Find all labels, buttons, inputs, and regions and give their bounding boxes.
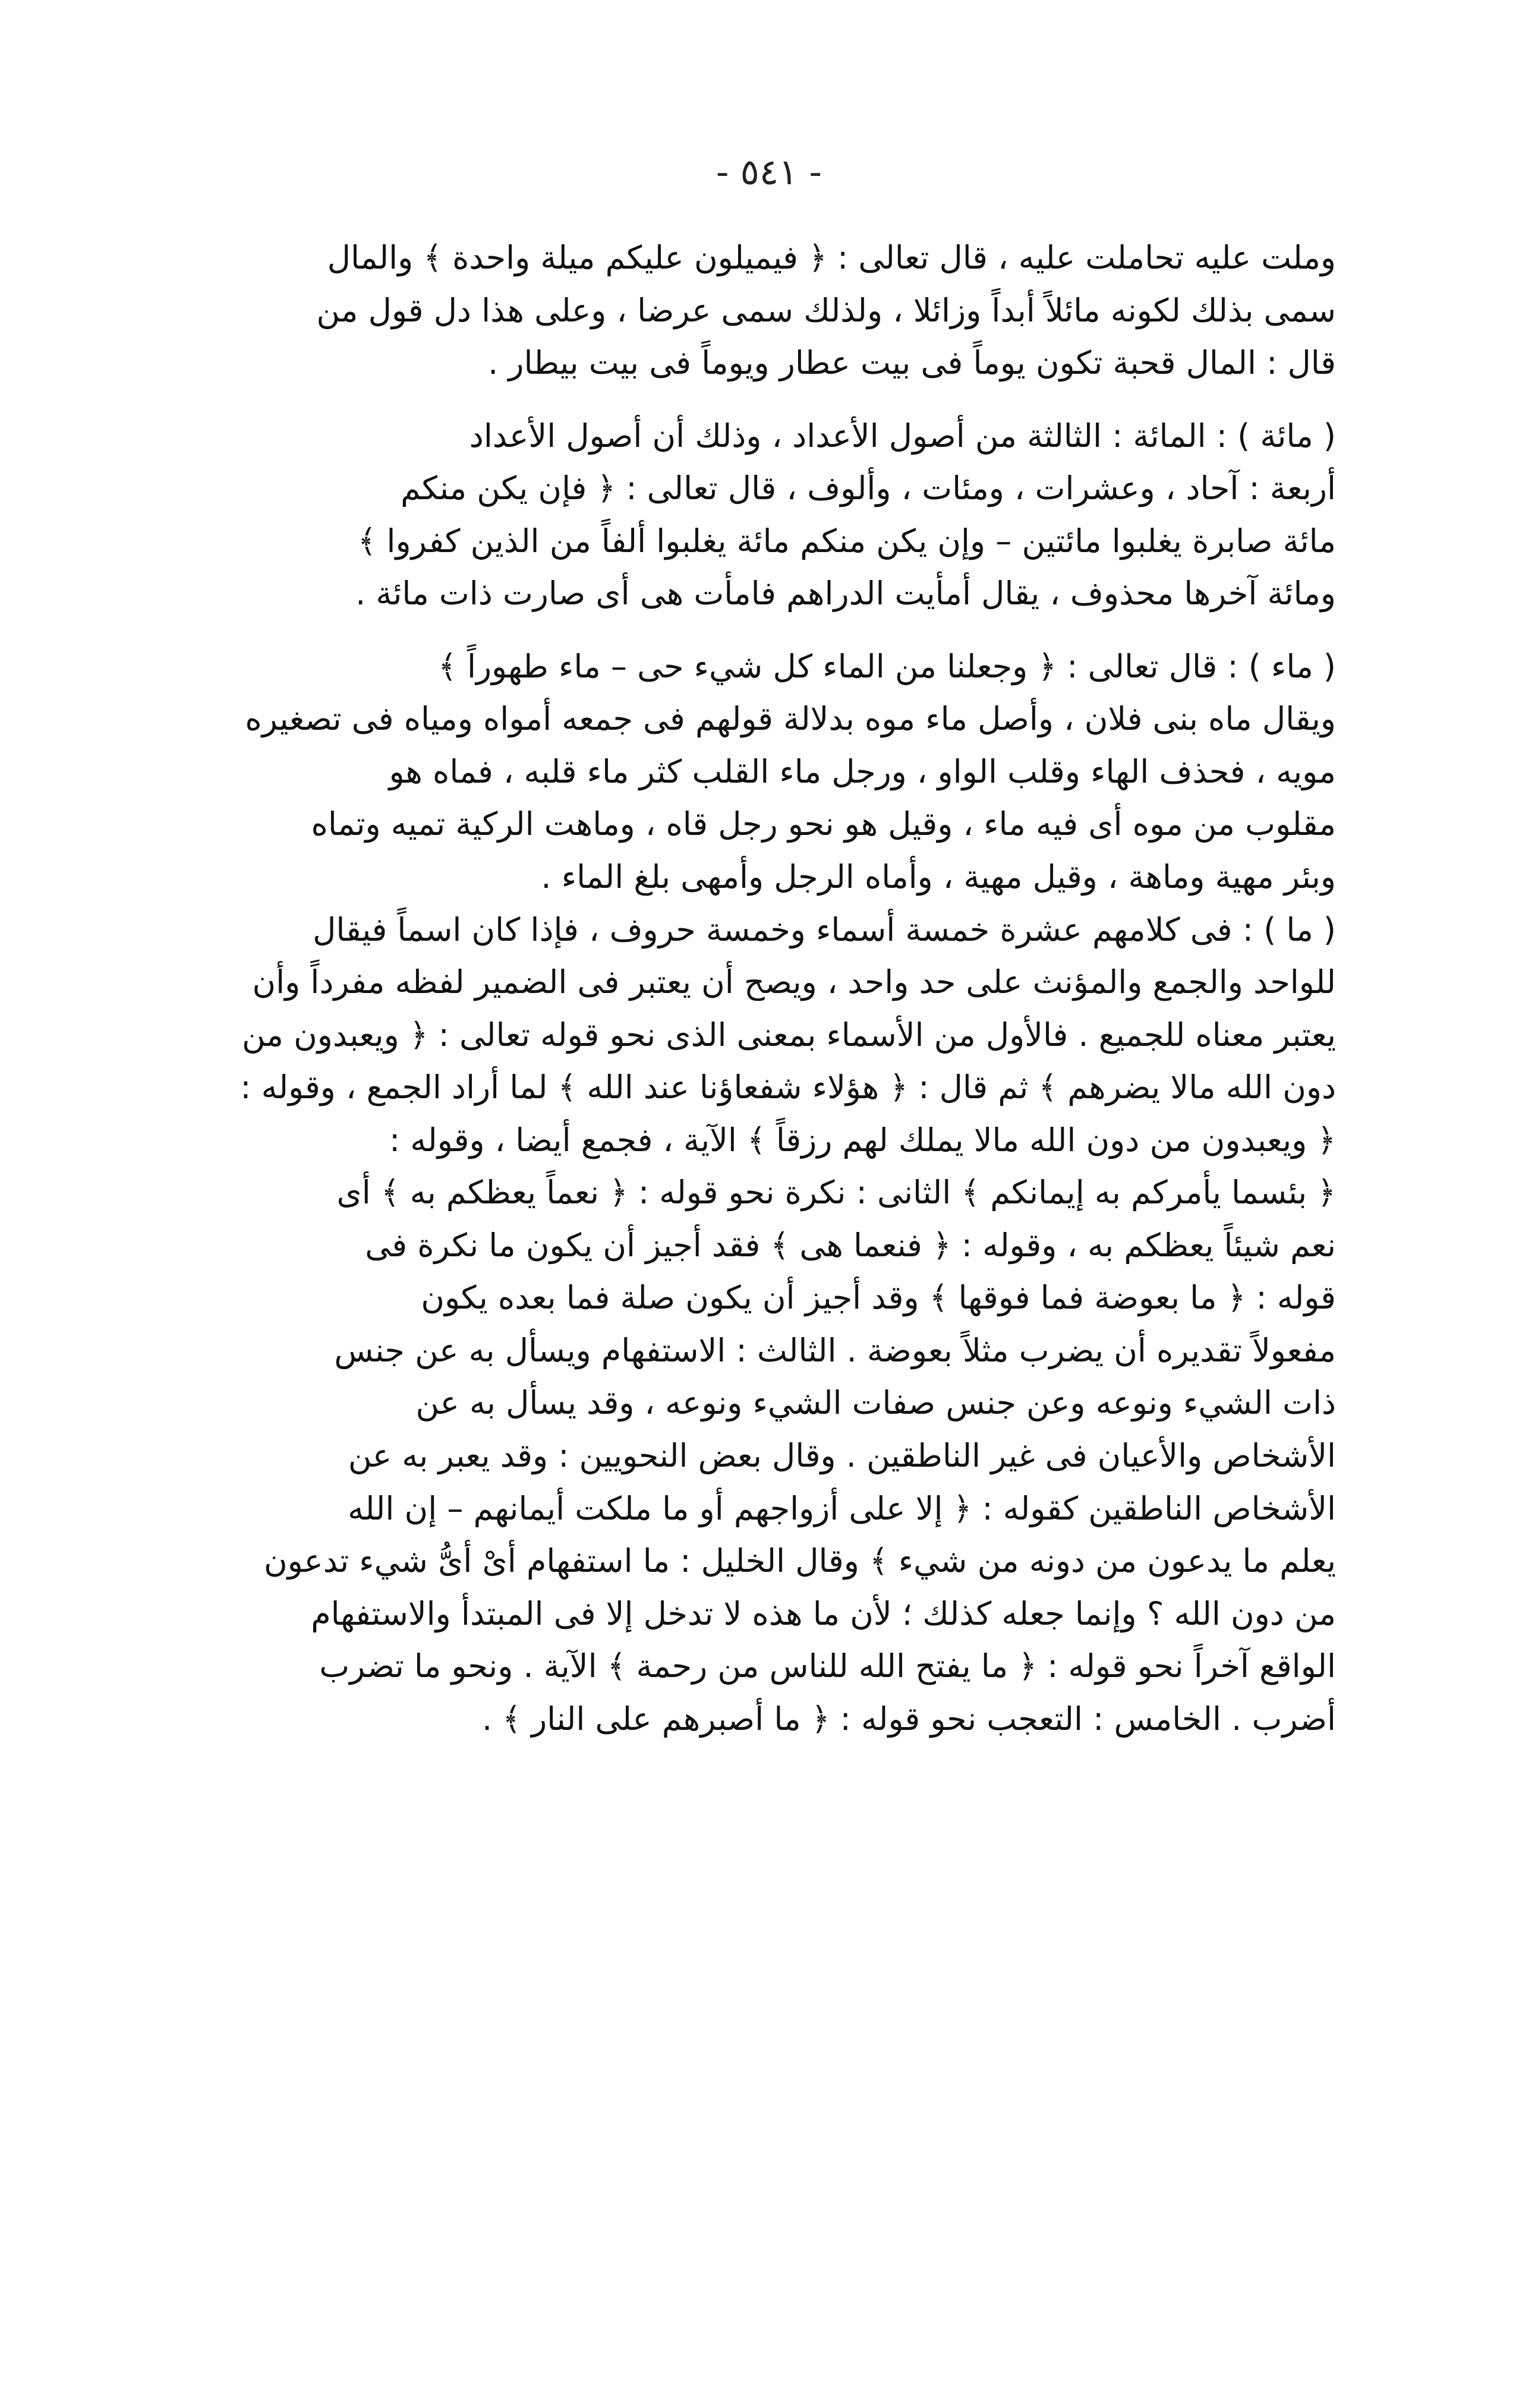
text-line: يعلم ما يدعون من دونه من شيء ﴾ وقال الخليل : ما استفهام أىْ أىُّ شيء تدعون	[263, 1542, 1336, 1580]
text-line: ﴿ ويعبدون من دون الله مالا يملك لهم رزقاً ﴾ الآية ، فجمع أيضا ، وقوله :	[389, 1121, 1336, 1159]
text-line: قوله : ﴿ ما بعوضة فما فوقها ﴾ وقد أجيز أن يكون صلة فما بعده يكون	[421, 1279, 1336, 1317]
text-line: الواقع آخراً نحو قوله : ﴿ ما يفتح الله للناس من رحمة ﴾ الآية . ونحو ما تضرب	[319, 1647, 1336, 1685]
text-line: الأشخاص الناطقين كقوله : ﴿ إلا على أزواجهم أو ما ملكت أيمانهم – إن الله	[348, 1489, 1336, 1527]
text-line: وملت عليه تحاملت عليه ، قال تعالى : ﴿ فيميلون عليكم ميلة واحدة ﴾ والمال	[327, 239, 1336, 276]
text-line: دون الله مالا يضرهم ﴾ ثم قال : ﴿ هؤلاء شفعاؤنا عند الله ﴾ لما أراد الجمع ، وقوله :	[240, 1069, 1336, 1107]
text-line: ذات الشيء ونوعه وعن جنس صفات الشيء ونوعه ، وقد يسأل به عن	[415, 1384, 1336, 1422]
text-line: وبئر مهية وماهة ، وقيل مهية ، وأماه الرجل وأمهى بلغ الماء .	[541, 858, 1336, 896]
text-line: الأشخاص والأعيان فى غير الناطقين . وقال بعض النحويين : وقد يعبر به عن	[348, 1437, 1336, 1475]
paragraph	[202, 904, 1336, 1746]
text-line: ( مائة ) : المائة : الثالثة من أصول الأعداد ، وذلك أن أصول الأعداد	[469, 417, 1336, 455]
paragraph	[202, 641, 1336, 904]
text-line: أضرب . الخامس : التعجب نحو قوله : ﴿ ما أصبرهم على النار ﴾ .	[481, 1700, 1336, 1738]
text-line: سمى بذلك لكونه مائلاً أبداً وزائلا ، ولذلك سمى عرضا ، وعلى هذا دل قول من	[316, 291, 1336, 329]
paragraph	[202, 232, 1336, 390]
text-line: نعم شيئاً يعظكم به ، وقوله : ﴿ فنعما هى ﴾ فقد أجيز أن يكون ما نكرة فى	[365, 1226, 1336, 1264]
text-line: مائة صابرة يغلبوا مائتين – وإن يكن منكم مائة يغلبوا ألفاً من الذين كفروا ﴾	[357, 522, 1336, 560]
text-line: ﴿ بئسما يأمركم به إيمانكم ﴾ الثانى : نكرة نحو قوله : ﴿ نعماً يعظكم به ﴾ أى	[336, 1174, 1336, 1212]
text-line: من دون الله ؟ وإنما جعله كذلك ؛ لأن ما هذه لا تدخل إلا فى المبتدأ والاستفهام	[311, 1594, 1336, 1632]
text-line: مفعولاً تقديره أن يضرب مثلاً بعوضة . الثالث : الاستفهام ويسأل به عن جنس	[334, 1331, 1336, 1369]
text-line: مويه ، فحذف الهاء وقلب الواو ، ورجل ماء القلب كثر ماء قلبه ، فماه هو	[389, 752, 1336, 790]
text-line: ويقال ماه بنى فلان ، وأصل ماء موه بدلالة قولهم فى جمعه أمواه ومياه فى تصغيره	[245, 700, 1336, 738]
text-line: أربعة : آحاد ، وعشرات ، ومئات ، وألوف ، قال تعالى : ﴿ فإن يكن منكم	[401, 469, 1336, 508]
page-number: - ٥٤١ -	[716, 152, 822, 193]
text-line: ( ماء ) : قال تعالى : ﴿ وجعلنا من الماء كل شيء حى – ماء طهوراً ﴾	[438, 647, 1336, 685]
body-text	[202, 232, 1336, 1766]
text-line: مقلوب من موه أى فيه ماء ، وقيل هو نحو رجل قاه ، وماهت الركية تميه وتماه	[311, 805, 1336, 843]
text-line: قال : المال قحبة تكون يوماً فى بيت عطار ويوماً فى بيت بيطار .	[488, 344, 1336, 382]
text-line: ومائة آخرها محذوف ، يقال أمأيت الدراهم فامأت هى أى صارت ذات مائة .	[355, 575, 1336, 613]
text-line: يعتبر معناه للجميع . فالأول من الأسماء بمعنى الذى نحو قوله تعالى : ﴿ ويعبدون من	[241, 1016, 1336, 1054]
text-line: ( ما ) : فى كلامهم عشرة خمسة أسماء وخمسة حروف ، فإذا كان اسماً فيقال	[313, 910, 1336, 948]
text-line: للواحد والجمع والمؤنث على حد واحد ، ويصح أن يعتبر فى الضمير لفظه مفرداً وأن	[252, 963, 1336, 1001]
paragraph	[202, 410, 1336, 620]
